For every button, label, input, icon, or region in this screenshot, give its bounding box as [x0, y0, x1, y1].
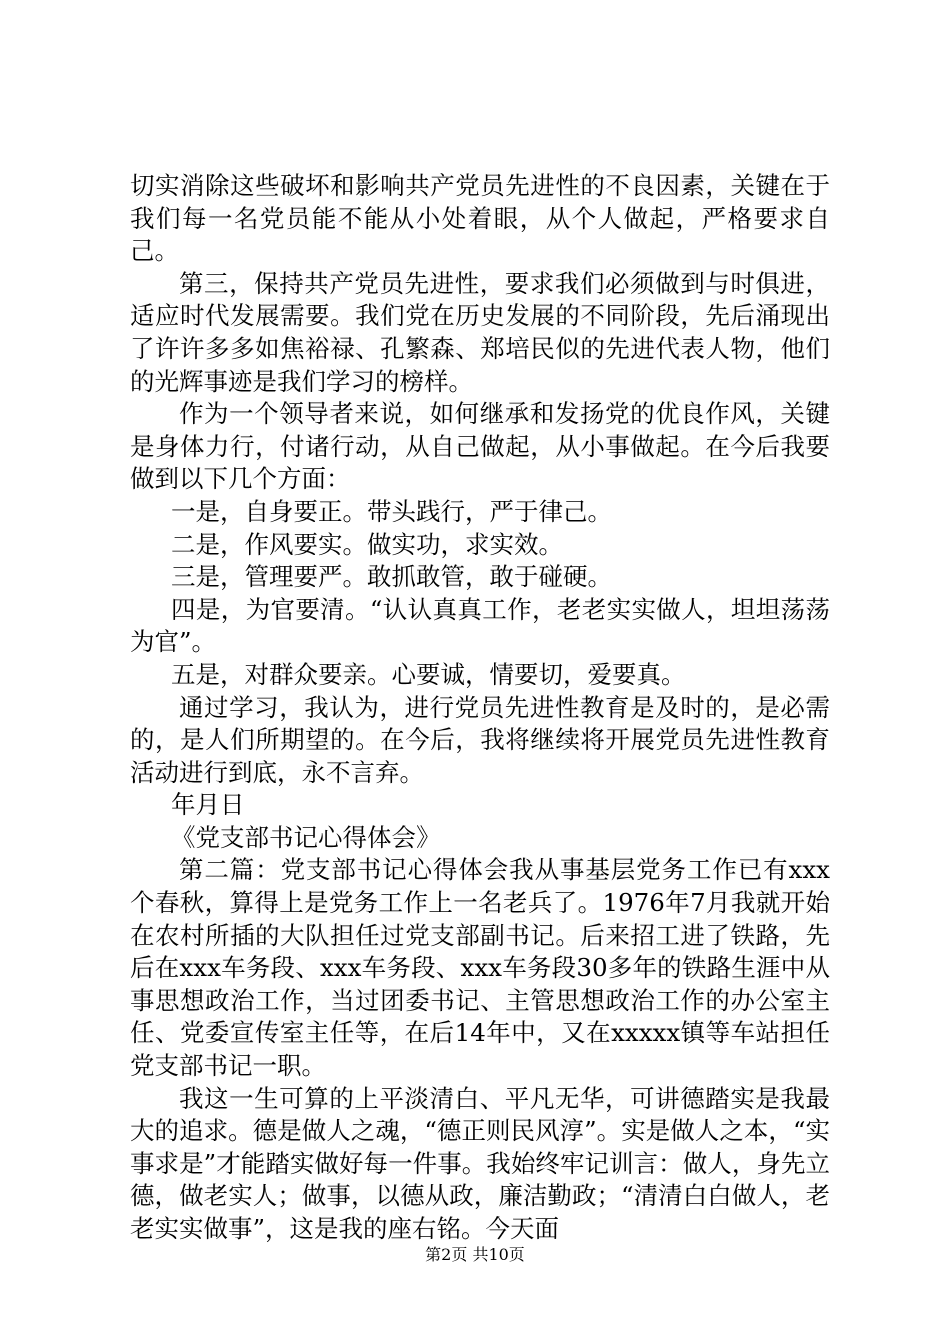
list-item-4: 四是，为官要清。“认认真真工作，老老实实做人，坦坦荡荡为官”。 [130, 594, 830, 657]
list-item-1: 一是，自身要正。带头践行，严于律己。 [171, 496, 612, 526]
paragraph-conclusion: 通过学习，我认为，进行党员先进性教育是及时的，是必需的，是人们所期望的。在今后，我将继续将开展党员先进性教育活动进行到底，永不言弃。 [130, 692, 830, 787]
section-title: 《党支部书记心得体会》 [171, 822, 441, 852]
paragraph-continuation: 切实消除这些破坏和影响共产党员先进性的不良因素，关键在于我们每一名党员能不能从小处着眼，从个人做起，严格要求自己。 [130, 171, 830, 266]
list-item-5: 五是，对群众要亲。心要诚，情要切，爱要真。 [171, 659, 686, 689]
list-item-2: 二是，作风要实。做实功，求实效。 [171, 529, 563, 559]
paragraph-leader-intro: 作为一个领导者来说，如何继承和发扬党的优良作风，关键是身体力行，付诸行动，从自己做起，从小事做起。在今后我要做到以下几个方面： [130, 399, 830, 494]
document-body [130, 170, 830, 1246]
date-line: 年月日 [171, 790, 245, 820]
paragraph-motto: 我这一生可算的上平淡清白、平凡无华，可讲德踏实是我最大的追求。德是做人之魂，“德正则民风淳”。实是做人之本，“实事求是”才能踏实做好每一件事。我始终牢记训言：做人，身先立德，做老实人；做事，以德从政，廉洁勤政；“清清白白做人，老老实实做事”，这是我的座右铭。今天面 [130, 1083, 830, 1243]
paragraph-third-point: 第三，保持共产党员先进性，要求我们必须做到与时俱进，适应时代发展需要。我们党在历史发展的不同阶段，先后涌现出了许许多多如焦裕禄、孔繁森、郑培民似的先进代表人物，他们的光辉事迹是我们学习的榜样。 [130, 268, 830, 396]
list-item-3: 三是，管理要严。敢抓敢管，敢于碰硬。 [171, 562, 612, 592]
page-footer: 第2页 共10页 [425, 1245, 525, 1264]
paragraph-second-article: 第二篇：党支部书记心得体会我从事基层党务工作已有xxx个春秋，算得上是党务工作上一名老兵了。1976年7月我就开始在农村所插的大队担任过党支部副书记。后来招工进了铁路，先后在xxx车务段、xxx车务段、xxx车务段30多年的铁路生涯中从事思想政治工作，当过团委书记、主管思想政治工作的办公室主任、党委宣传室主任等，在后14年中，又在xxxxx镇等车站担任党支部书记一职。 [130, 855, 830, 1081]
